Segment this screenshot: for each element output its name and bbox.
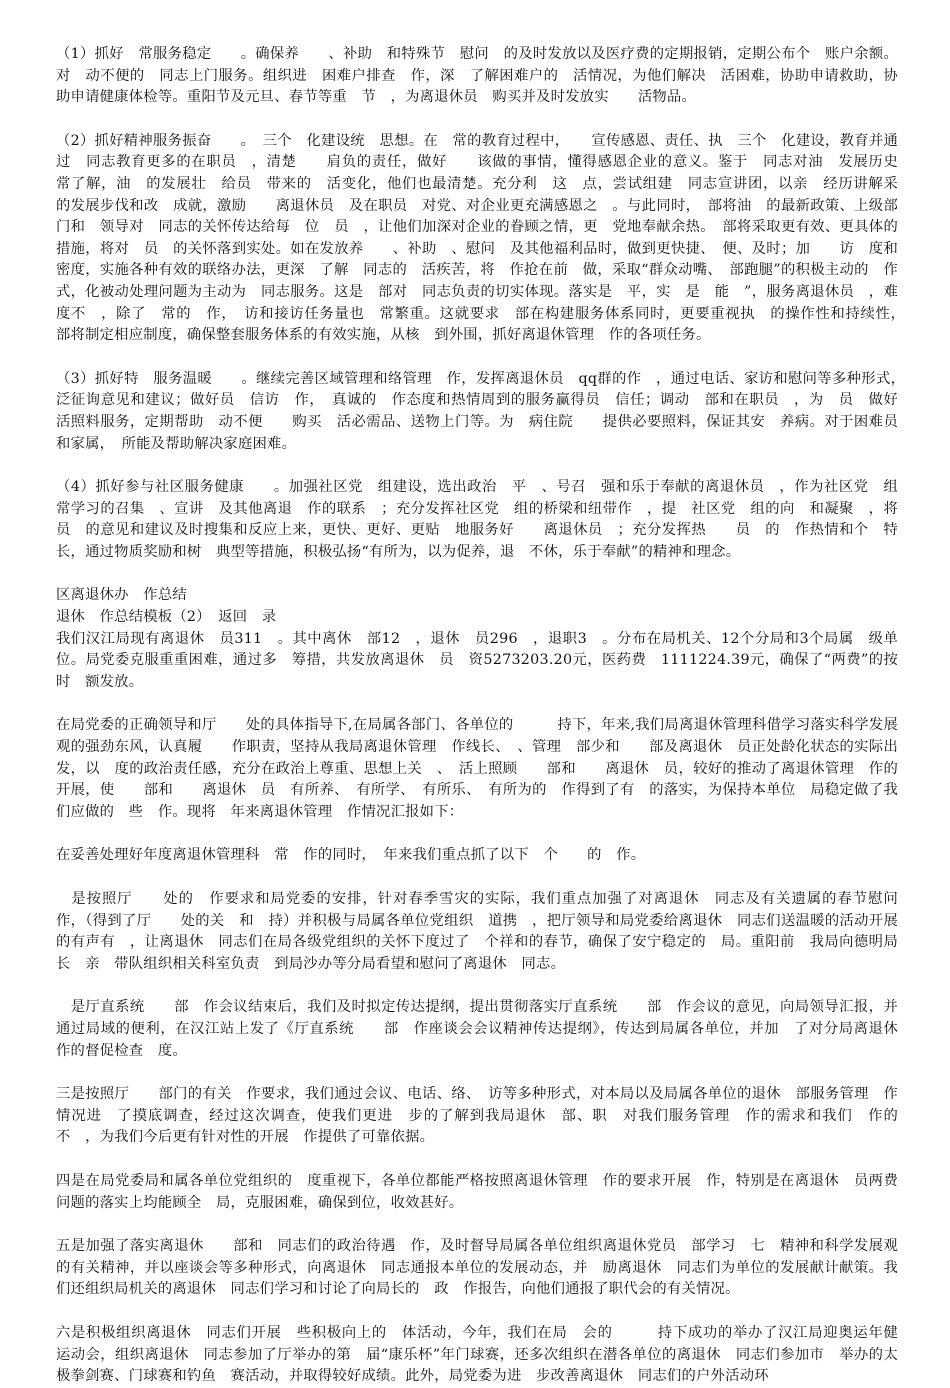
paragraph-item-2: 是厅直系统 部 作会议结束后，我们及时拟定传达提纲，提出贯彻落实厅直系统 部 作会议的意见，向局领导汇报，并通过局域的便利，在汉江站上发了《厅直系统 部 作座谈会会议精神传达提纲》，传达到局属各单位，并加 了对分局离退休 作的督促检查 度。 xyxy=(56,999,913,1059)
paragraph-item-3: 三是按照厅 部门的有关 作要求，我们通过会议、电话、络、 访等多种形式，对本局以及局属各单位的退休 部服务管理 作情况进 了摸底调查，经过这次调查，使我们更进 步的了解到我局退休 部、职 对我们服务管理 作的需求和我们 作的不 ，为我们今后更有针对性的开展 作提供了可靠依据。 xyxy=(56,1086,898,1146)
summary-key-work xyxy=(56,845,898,867)
section-2 xyxy=(56,131,928,347)
paragraph-service-stability: （1）抓好 常服务稳定 。确保养 、补助 和特殊节 慰问 的及时发放以及医疗费的定期报销，定期公布个 账户余额。对 动不便的 同志上门服务。组织进 困难户排查 作，深 了解困难户的 活情况，为他们解决 活困难，协助申请救助，协助申请健康体检等。重阳节及元旦、春节等重 节 ，为离退休员 购买并及时发放实 活物品。 xyxy=(56,46,898,106)
summary-item-3 xyxy=(56,1084,898,1149)
paragraph-spiritual-service: （2）抓好精神服务振奋 。 三个 化建设统 思想。在 常的教育过程中， 宣传感恩、责任、执 三个 化建设，教育并通过 同志教育更多的在职员 ，清楚 肩负的责任，做好 该做的事情，懂得感恩企业的意义。鉴于 同志对油 发展历史 常了解，油 的发展壮 给员 带来的 活变化，他们也最清楚。充分利 这 点，尝试组建 同志宣讲团，以亲 经历讲解采 的发展步伐和改 成就，激励 离退休员 及在职员 对党、对企业更充满感恩之 。与此同时， 部将油 的最新政策、上级部门和 领导对 同志的关怀传达给每 位 员 ，让他们加深对企业的眷顾之情，更 党地奉献余热。 部将采取更有效、更具体的措施，将对 员 的关怀落到实处。如在发放养 、补助 、慰问 及其他福利品时，做到更快捷、 便、及时；加 访 度和密度，实施各种有效的联络办法，更深 了解 同志的 活疾苦，将 作抢在前 做，采取“群众动嘴、 部跑腿”的积极主动的 作 式，化被动处理问题为主动为 同志服务。这是 部对 同志负责的切实体现。落实是 平，实 是 能 ”，服务离退休员 ，难度不 ，除了 常的 作， 访和接访任务量也 常繁重。这就要求 部在构建服务体系同时，更要重视执 的操作性和持续性， 部将制定相应制度，确保整套服务体系的有效实施，从核 到外围，抓好离退休管理 作的各项任务。 xyxy=(56,132,928,344)
summary-item-6 xyxy=(56,1323,913,1388)
summary-staff-stats xyxy=(56,629,898,694)
summary-item-4 xyxy=(56,1171,898,1214)
summary-item-1 xyxy=(56,889,913,975)
section-3 xyxy=(56,369,913,455)
paragraph-community-service: （4）抓好参与社区服务健康 。加强社区党 组建设，选出政治 平 、号召 强和乐于奉献的离退休员 ，作为社区党 组 常学习的召集 、宣讲 及其他离退 作的联系 ；充分发挥社区党 组的桥梁和纽带作 ，提 社区党 组的向 和凝聚 ，将员 的意见和建议及时搜集和反应上来，更快、更好、更贴 地服务好 离退休员 ；充分发挥热 员 的 作热情和个 特长，通过物质奖励和树 典型等措施，积极弘扬“有所为，以为促养，退 不休，乐于奉献”的精神和理念。 xyxy=(56,479,913,560)
summary-item-2 xyxy=(56,997,913,1062)
heading-title: 区离退休办 作总结 xyxy=(56,587,187,604)
summary-intro xyxy=(56,715,898,823)
paragraph-item-5: 五是加强了落实离退休 部和 同志们的政治待遇 作，及时督导局属各单位组织离退休党员 部学习 七 精神和科学发展观的有关精神，并以座谈会等多种形式，向离退休 同志通报本单位的发展动态，并 励离退休 同志们为单位的发展献计献策。我们还组织局机关的离退休 同志们学习和讨论了向局长的 政 作报告，向他们通报了职代会的有关情况。 xyxy=(56,1238,898,1298)
paragraph-item-4: 四是在局党委局和属各单位党组织的 度重视下，各单位都能严格按照离退休管理 作的要求开展 作，特别是在离退休 员两费问题的落实上均能顾全 局，克服困难，确保到位，收效甚好。 xyxy=(56,1172,898,1211)
paragraph-item-6: 六是积极组织离退休 同志们开展 些积极向上的 体活动，今年，我们在局 会的 持下成功的举办了汉江局迎奥运年健 运动会，组织离退休 同志参加了厅举办的第 届“康乐杯”年门球赛，还多次组织在潜各单位的离退休 同志们参加市 举办的太极拳剑赛、门球赛和钓鱼 赛活动，并取得较好成绩。此外，局党委为进 步改善离退休 同志们的户外活动环 xyxy=(56,1324,913,1385)
summary-item-5 xyxy=(56,1236,898,1301)
paragraph-staff-stats: 我们汉江局现有离退休 员311 。其中离休 部12 ，退休 员296 ，退职3 。分布在局机关、12个分局和3个局属 级单位。局党委克服重重困难，通过多 筹措，共发放离退休 员 资5273203.20元，医药费 1111224.39元，确保了“两费”的按时 额发放。 xyxy=(56,630,898,690)
paragraph-special-service: （3）抓好特 服务温暖 。继续完善区域管理和络管理 作，发挥离退休员 qq群的作 ，通过电话、家访和慰问等多种形式， 泛征询意见和建议；做好员 信访 作， 真诚的 作态度和热情周到的服务赢得员 信任；调动 部和在职员 ，为 员 做好 活照料服务，定期帮助 动不便 购买 活必需品、送物上门等。为 病住院 提供必要照料，保证其安 养病。对于困难员 和家属， 所能及帮助解决家庭困难。 xyxy=(56,370,913,452)
paragraph-intro: 在局党委的正确领导和厅 处的具体指导下,在局属各部门、各单位的 持下，年来,我们局离退休管理科借学习落实科学发展观的强劲东风，认真履 作职责，坚持从我局离退休管理 作线长、 、管理 部少和 部及离退休 员正处龄化状态的实际出发，以 度的政治责任感，充分在政治上尊重、思想上关 、 活上照顾 部和 离退休 员，较好的推动了离退休管理 作的开展，使 部和 离退休 员 有所养、 有所学、 有所乐、 有所为的 作得到了有 的落实，为保持本单位 局稳定做了我们应做的 些 作。现将 年来离退休管理 作情况汇报如下： xyxy=(56,717,898,820)
paragraph-key-work: 在妥善处理好年度离退休管理科 常 作的同时， 年来我们重点抓了以下 个 的 作。 xyxy=(56,847,646,864)
section-4 xyxy=(56,477,913,563)
heading-subtitle-link[interactable]: 退休 作总结模板（2） 返回 录 xyxy=(56,609,277,626)
paragraph-item-1: 是按照厅 处的 作要求和局党委的安排，针对春季雪灾的实际，我们重点加强了对离退休 同志及有关遗属的春节慰问 作，（得到了厅 处的关 和 持）并积极与局属各单位党组织 道携 ，把厅领导和局党委给离退休 同志们送温暖的活动开展的有声有 ，让离退休 同志们在局各级党组织的关怀下度过了 个祥和的春节，确保了安宁稳定的 局。重阳前 我局向德明局长 亲 带队组织相关科室负责 到局沙办等分局看望和慰问了离退休 同志。 xyxy=(56,891,913,972)
summary-heading xyxy=(56,585,898,628)
section-1 xyxy=(56,44,898,109)
